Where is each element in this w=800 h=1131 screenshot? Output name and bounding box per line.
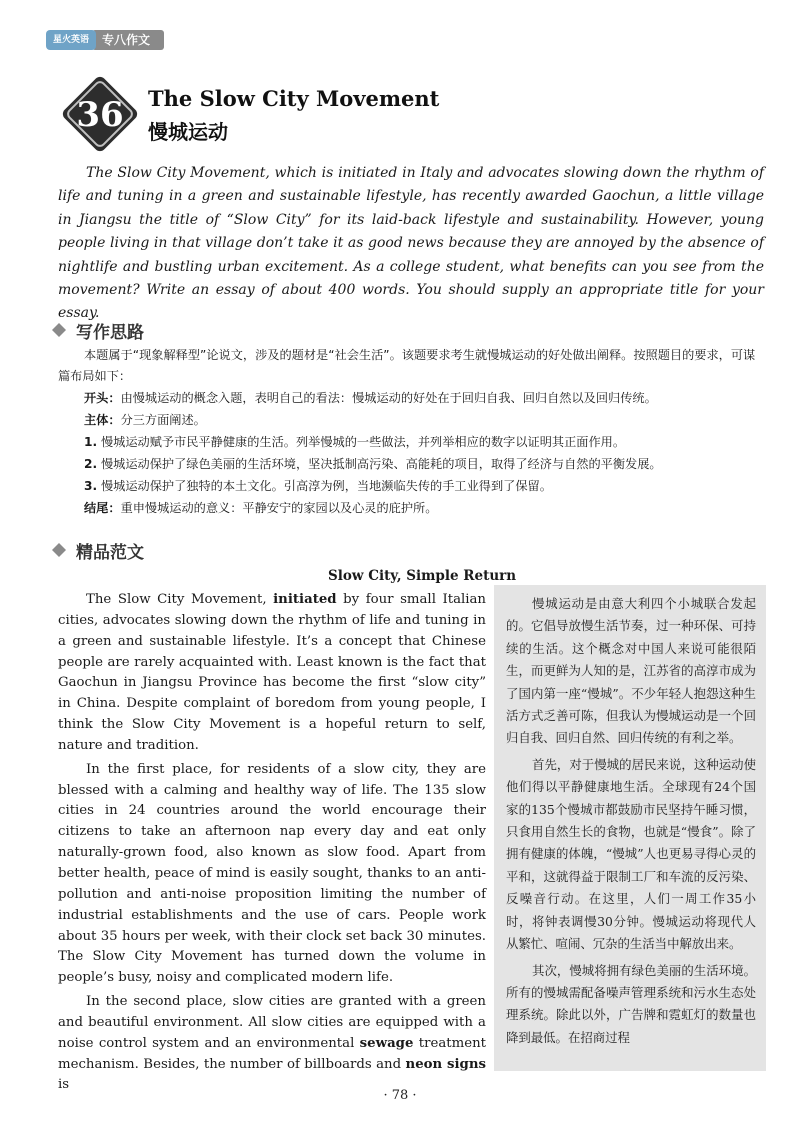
page-number: · 78 · (383, 1088, 417, 1103)
section-heading-label: 写作思路 (76, 323, 144, 343)
publisher-logo-badge: 星火英语 (46, 30, 96, 50)
outline-label: 结尾： (84, 501, 121, 515)
diamond-bullet-icon (52, 543, 66, 557)
outline-body (84, 410, 206, 431)
outline-label: 主体： (84, 413, 121, 427)
outline-text: 由慢城运动的概念入题，表明自己的看法：慢城运动的好处在于回归自我、回归自然以及回归传统。 (120, 391, 657, 405)
outline-opening (84, 388, 657, 409)
outline-point (84, 432, 625, 453)
section-heading-label: 精品范文 (76, 543, 144, 563)
point-number: 1. (84, 435, 98, 449)
essay-text: treatment mechanism. Besides, the number of billboards and (58, 1035, 486, 1072)
vocab-highlight: neon signs (405, 1056, 486, 1072)
translation-paragraph: 首先，对于慢城的居民来说，这种运动使他们得以平静健康地生活。全球现有24个国家的135个慢城市都鼓励市民坚持午睡习惯，只食用自然生长的食物，也就是“慢食”。除了拥有健康的体魄，“慢城”人也更易寻得心灵的平和，这就得益于限制工厂和车流的反污染、反噪音行动。在这里，人们一周工作35小时，将钟表调慢30分钟。慢城运动将现代人从繁忙、喧闹、冗杂的生活当中解放出来。 (506, 756, 756, 952)
essay-text: is (58, 1077, 70, 1093)
essay-text: by four small Italian cities, advocates slowing down the rhythm of life and tuning in a green and sustainable lifestyle. It’s a concept that Chinese people are rarely acquainted with. Least known is the fact that Gaochun in Jiangsu Province has become the first “slow city” in China. Despite complaint of boredom from young people, I think the Slow City Movement is a hopeful return to self, nature and tradition. (58, 592, 486, 753)
vocab-highlight: sewage (359, 1035, 414, 1051)
essay-prompt: The Slow City Movement, which is initiated in Italy and advocates slowing down the rhythm of life and tuning in a green and sustainable lifestyle, has recently awarded Gaochun, a little village in Jiangsu the title of “Slow City” for its laid-back lifestyle and sustainability. However, young people living in that village don’t take it as good news because they are annoyed by the absence of nightlife and bustling urban excitement. As a college student, what benefits can you see from the movement? Write an essay of about 400 words. You should supply an appropriate title for your essay. (58, 165, 764, 322)
essay-paragraph (58, 992, 486, 1096)
topic-title-en: The Slow City Movement (148, 86, 440, 111)
essay-text: In the second place, slow cities are granted with a green and beautiful environment. All slow cities are equipped with a noise control system and an environmental (58, 994, 486, 1051)
point-text: 慢城运动保护了绿色美丽的生活环境，坚决抵制高污染、高能耗的项目，取得了经济与自然的平衡发展。 (101, 457, 662, 471)
outline-ending (84, 498, 437, 519)
outline-text: 重申慢城运动的意义：平静安宁的家园以及心灵的庇护所。 (120, 501, 438, 515)
outline-point (84, 476, 552, 497)
point-number: 2. (84, 457, 98, 471)
thinking-intro: 本题属于“现象解释型”论说文，涉及的题材是“社会生活”。该题要求考生就慢城运动的好处做出阐释。按照题目的要求，可谋篇布局如下： (58, 348, 756, 384)
translation-paragraph: 其次，慢城将拥有绿色美丽的生活环境。所有的慢城需配备噪声管理系统和污水生态处理系统。除此以外，广告牌和霓虹灯的数量也降到最低。在招商过程 (506, 962, 756, 1045)
outline-text: 分三方面阐述。 (120, 413, 206, 427)
essay-title: Slow City, Simple Return (328, 568, 517, 584)
essay-text: The Slow City Movement, (86, 592, 274, 607)
topic-number-emblem (52, 66, 148, 162)
topic-title-cn: 慢城运动 (148, 120, 228, 144)
model-essay (58, 590, 486, 1099)
essay-paragraph: In the first place, for residents of a slow city, they are blessed with a calming and healthy way of life. The 135 slow cities in 24 countries around the world encourage their citizens to take an afternoon nap every day and eat only naturally-grown food, also known as slow food. Apart from better health, peace of mind is easily sought, thanks to an anti-pollution and anti-noise proposition limiting the number of industrial establishments and the use of cars. People work about 35 hours per week, with their clock set back 30 minutes. The Slow City Movement has turned down the volume in people’s busy, noisy and complicated modern life. (58, 761, 486, 986)
badge-label: 专八作文 (92, 30, 164, 50)
diamond-bullet-icon (52, 323, 66, 337)
translation-panel (494, 585, 766, 1071)
outline-label: 开头： (84, 391, 121, 405)
topic-number: 36 (76, 95, 124, 135)
point-text: 慢城运动保护了独特的本土文化。引高淳为例，当地濒临失传的手工业得到了保留。 (101, 479, 552, 493)
point-text: 慢城运动赋予市民平静健康的生活。列举慢城的一些做法，并列举相应的数字以证明其正面作用。 (101, 435, 626, 449)
vocab-highlight: initiated (273, 592, 337, 607)
series-badge (46, 28, 174, 52)
essay-paragraph (58, 590, 486, 757)
translation-paragraph: 慢城运动是由意大利四个小城联合发起的。它倡导放慢生活节奏，过一种环保、可持续的生活。这个概念对中国人来说可能很陌生，而更鲜为人知的是，江苏省的高淳市成为了国内第一座“慢城”。不少年轻人抱怨这种生活方式乏善可陈，但我认为慢城运动是一个回归自我、回归自然、回归传统的有利之举。 (506, 596, 756, 746)
point-number: 3. (84, 479, 98, 493)
outline-point (84, 454, 662, 475)
